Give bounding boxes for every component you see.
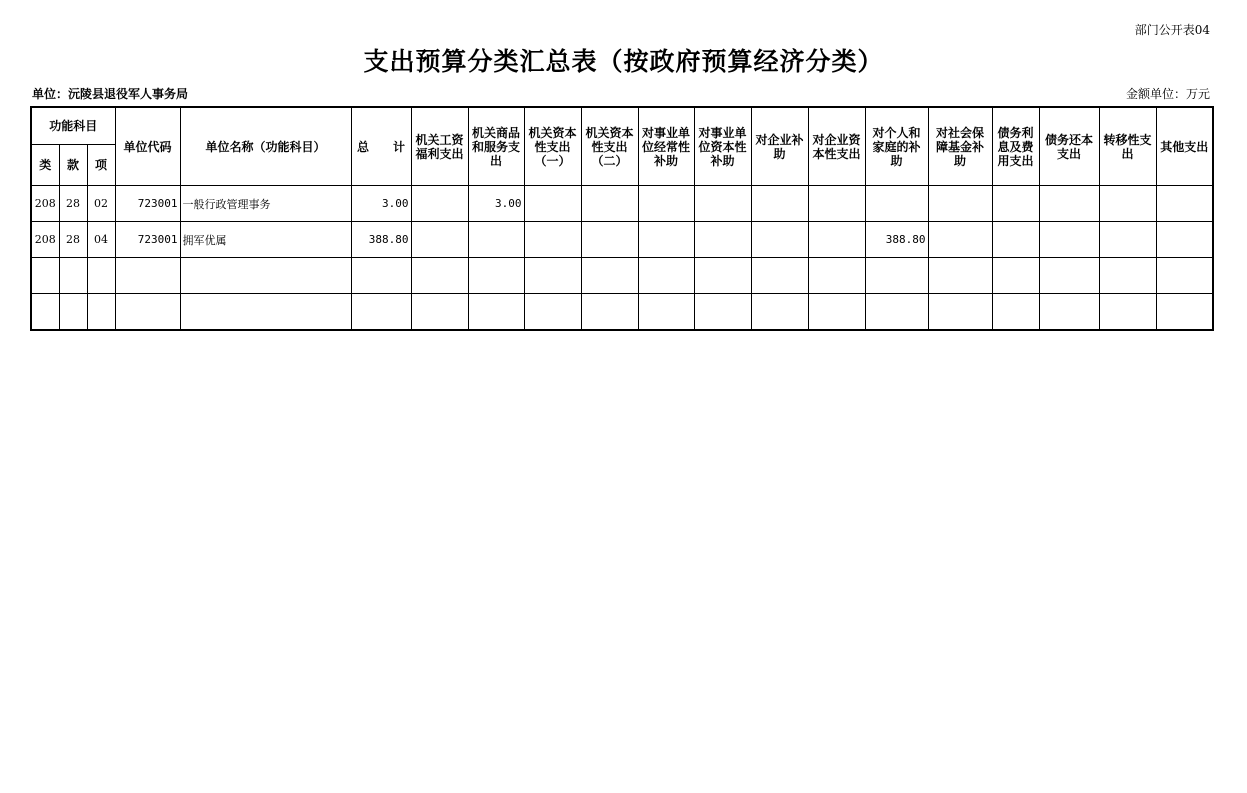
econ-value-cell: [411, 294, 468, 331]
econ-value-cell: [1039, 294, 1099, 331]
econ-col-header: 债务还本支出: [1039, 107, 1099, 186]
total-cell: 388.80: [351, 222, 411, 258]
econ-value-cell: [581, 294, 638, 331]
xiang-cell: [87, 294, 115, 331]
econ-value-cell: [751, 258, 808, 294]
econ-value-cell: [411, 222, 468, 258]
econ-value-cell: [1039, 186, 1099, 222]
econ-value-cell: [694, 186, 751, 222]
econ-value-cell: [524, 294, 581, 331]
kuan-cell: [59, 294, 87, 331]
econ-value-cell: [638, 222, 694, 258]
econ-value-cell: [468, 222, 524, 258]
lei-cell: 208: [31, 186, 59, 222]
econ-value-cell: [468, 258, 524, 294]
page-title: 支出预算分类汇总表（按政府预算经济分类）: [363, 47, 884, 76]
unit-name-cell: [180, 258, 351, 294]
econ-value-cell: [808, 294, 865, 331]
econ-value-cell: [992, 294, 1039, 331]
econ-value-cell: [694, 294, 751, 331]
econ-value-cell: [992, 222, 1039, 258]
econ-value-cell: [1099, 186, 1156, 222]
econ-value-cell: [751, 294, 808, 331]
econ-value-cell: [928, 258, 992, 294]
total-cell: [351, 294, 411, 331]
econ-col-header: 对企业资本性支出: [808, 107, 865, 186]
unit-code-cell: [115, 294, 180, 331]
econ-value-cell: [411, 186, 468, 222]
econ-value-cell: [524, 258, 581, 294]
unit-name-cell: 一般行政管理事务: [180, 186, 351, 222]
kuan-header: 款: [59, 145, 87, 186]
econ-col-header: 对事业单位资本性补助: [694, 107, 751, 186]
econ-value-cell: [1156, 294, 1213, 331]
econ-value-cell: [581, 186, 638, 222]
table-row: [31, 222, 1213, 258]
table-row: [31, 186, 1213, 222]
econ-value-cell: [694, 222, 751, 258]
lei-cell: [31, 258, 59, 294]
econ-col-header: 机关资本性支出（一）: [524, 107, 581, 186]
xiang-header: 项: [87, 145, 115, 186]
econ-value-cell: [928, 186, 992, 222]
table-body: [31, 186, 1213, 331]
econ-col-header: 债务利息及费用支出: [992, 107, 1039, 186]
econ-value-cell: [928, 294, 992, 331]
table-row: [31, 258, 1213, 294]
unit-code-cell: [115, 258, 180, 294]
econ-value-cell: [524, 222, 581, 258]
unit-name-cell: 拥军优属: [180, 222, 351, 258]
econ-value-cell: [865, 186, 928, 222]
econ-col-header: 对社会保障基金补助: [928, 107, 992, 186]
econ-value-cell: [1039, 222, 1099, 258]
econ-col-header: 对企业补助: [751, 107, 808, 186]
econ-value-cell: [928, 222, 992, 258]
econ-col-header: 机关工资福利支出: [411, 107, 468, 186]
econ-value-cell: [1099, 294, 1156, 331]
econ-value-cell: [1099, 222, 1156, 258]
unit-code-header: 单位代码: [115, 107, 180, 186]
budget-table: [30, 106, 1214, 331]
table-row: [31, 294, 1213, 331]
lei-header: 类: [31, 145, 59, 186]
econ-value-cell: [992, 186, 1039, 222]
total-cell: [351, 258, 411, 294]
econ-value-cell: [581, 222, 638, 258]
econ-col-header: 其他支出: [1156, 107, 1213, 186]
lei-cell: [31, 294, 59, 331]
econ-col-header: 转移性支出: [1099, 107, 1156, 186]
econ-value-cell: [751, 186, 808, 222]
econ-value-cell: [808, 222, 865, 258]
kuan-cell: 28: [59, 186, 87, 222]
econ-value-cell: [808, 258, 865, 294]
kuan-cell: 28: [59, 222, 87, 258]
econ-value-cell: [581, 258, 638, 294]
econ-value-cell: 3.00: [468, 186, 524, 222]
econ-col-header: 对事业单位经常性补助: [638, 107, 694, 186]
econ-value-cell: 388.80: [865, 222, 928, 258]
econ-value-cell: [992, 258, 1039, 294]
econ-col-header: 机关资本性支出（二）: [581, 107, 638, 186]
unit-name-cell: [180, 294, 351, 331]
econ-value-cell: [638, 258, 694, 294]
total-header: 总 计: [351, 107, 411, 186]
econ-value-cell: [751, 222, 808, 258]
unit-label: 单位：沅陵县退役军人事务局: [32, 87, 189, 101]
econ-col-header: 对个人和家庭的补助: [865, 107, 928, 186]
econ-value-cell: [865, 294, 928, 331]
header-row-1: [31, 107, 1213, 145]
econ-value-cell: [1039, 258, 1099, 294]
econ-value-cell: [1099, 258, 1156, 294]
econ-value-cell: [808, 186, 865, 222]
func-subject-header: 功能科目: [31, 107, 115, 145]
lei-cell: 208: [31, 222, 59, 258]
econ-value-cell: [524, 186, 581, 222]
kuan-cell: [59, 258, 87, 294]
econ-value-cell: [694, 258, 751, 294]
econ-value-cell: [638, 186, 694, 222]
econ-value-cell: [1156, 186, 1213, 222]
unit-code-cell: 723001: [115, 222, 180, 258]
econ-value-cell: [1156, 222, 1213, 258]
econ-value-cell: [1156, 258, 1213, 294]
unit-code-cell: 723001: [115, 186, 180, 222]
form-number: 部门公开表04: [1134, 23, 1210, 37]
econ-col-header: 机关商品和服务支出: [468, 107, 524, 186]
xiang-cell: 02: [87, 186, 115, 222]
total-cell: 3.00: [351, 186, 411, 222]
econ-value-cell: [865, 258, 928, 294]
xiang-cell: 04: [87, 222, 115, 258]
econ-value-cell: [468, 294, 524, 331]
xiang-cell: [87, 258, 115, 294]
money-unit-label: 金额单位：万元: [1125, 87, 1210, 101]
unit-name-header: 单位名称（功能科目）: [180, 107, 351, 186]
econ-value-cell: [411, 258, 468, 294]
econ-value-cell: [638, 294, 694, 331]
